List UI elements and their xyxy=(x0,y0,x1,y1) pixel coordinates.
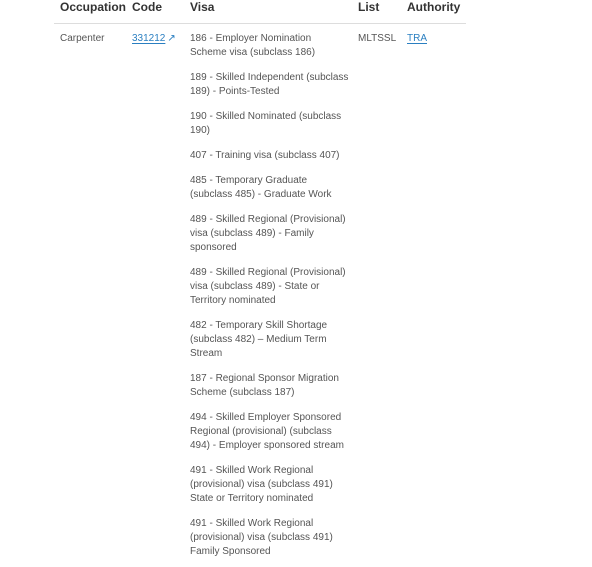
visa-item: 489 - Skilled Regional (Provisional) visa (subclass 489) - State or Territory nominated xyxy=(190,267,346,306)
visa-item: 186 - Employer Nomination Scheme visa (subclass 186) xyxy=(190,33,316,58)
header-visa: Visa xyxy=(184,0,352,24)
external-link-icon: ↗ xyxy=(167,33,176,44)
table-row xyxy=(54,24,466,567)
visa-item: 187 - Regional Sponsor Migration Scheme (subclass 187) xyxy=(190,373,339,398)
occupation-code-text: 331212 xyxy=(132,33,166,44)
visa-item: 190 - Skilled Nominated (subclass 190) xyxy=(190,111,342,136)
visa-item: 494 - Skilled Employer Sponsored Regional (provisional) (subclass 494) - Employer sponsored stream xyxy=(190,412,344,451)
occupation-table xyxy=(54,0,466,567)
visa-item: 485 - Temporary Graduate (subclass 485) - Graduate Work xyxy=(190,175,332,200)
visa-item: 491 - Skilled Work Regional (provisional) visa (subclass 491) State or Territory nominated xyxy=(190,465,333,504)
header-code: Code xyxy=(126,0,184,24)
code-cell xyxy=(126,24,184,567)
table-header-row xyxy=(54,0,466,24)
header-list: List xyxy=(352,0,401,24)
authority-cell xyxy=(401,24,466,567)
occupation-table-container xyxy=(54,0,466,567)
visa-item: 407 - Training visa (subclass 407) xyxy=(190,150,340,161)
occupation-cell: Carpenter xyxy=(60,33,105,44)
authority-link[interactable]: TRA xyxy=(407,33,427,44)
header-authority: Authority xyxy=(401,0,466,24)
list-cell: MLTSSL xyxy=(358,33,397,44)
occupation-code-link[interactable] xyxy=(132,33,176,44)
visa-item: 489 - Skilled Regional (Provisional) visa (subclass 489) - Family sponsored xyxy=(190,214,346,253)
header-occupation: Occupation xyxy=(54,0,126,24)
visa-item: 482 - Temporary Skill Shortage (subclass 482) – Medium Term Stream xyxy=(190,320,328,359)
visa-list xyxy=(190,32,352,559)
visa-cell xyxy=(184,24,352,567)
visa-item: 491 - Skilled Work Regional (provisional) visa (subclass 491) Family Sponsored xyxy=(190,518,333,557)
visa-item: 189 - Skilled Independent (subclass 189) - Points-Tested xyxy=(190,72,349,97)
